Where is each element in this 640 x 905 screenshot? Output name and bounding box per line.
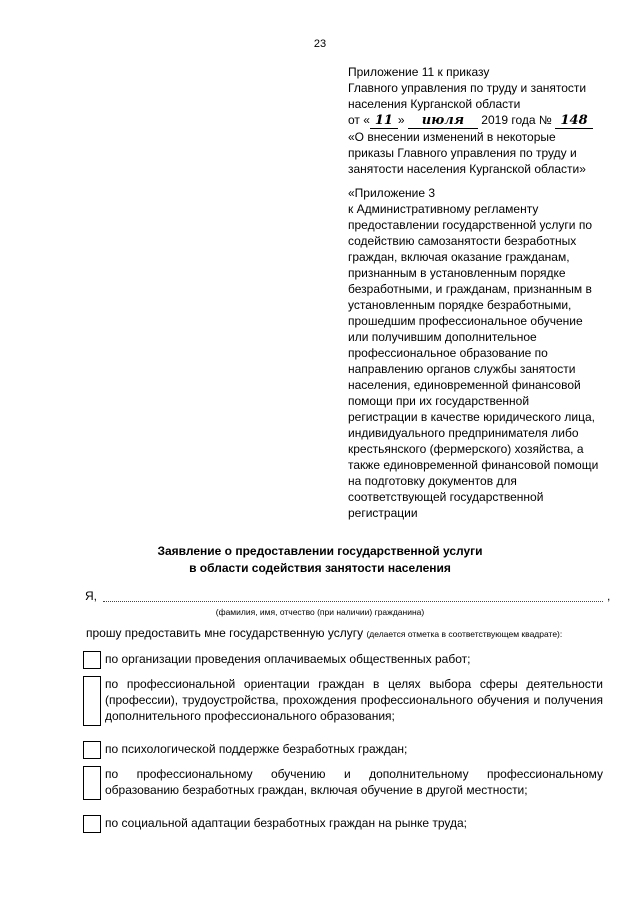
title-line: Заявление о предоставлении государственной услуги — [157, 544, 483, 558]
date-mid: » — [397, 113, 405, 127]
appendix-line: на подготовку документов для — [348, 474, 517, 488]
header-line: Главного управления по труду и занятости — [348, 81, 587, 95]
header-line: приказы Главного управления по труду и — [348, 146, 577, 160]
header-line: занятости населения Курганской области» — [348, 162, 586, 176]
applicant-name-note: (фамилия, имя, отчество (при наличии) гражданина) — [215, 607, 425, 617]
header-line: Приложение 11 к приказу — [348, 65, 490, 79]
option-career-guidance — [83, 676, 603, 726]
date-year: 2019 года № — [481, 113, 552, 127]
appendix-line: соответствующей государственной — [348, 490, 544, 504]
document-title — [0, 543, 640, 577]
header-line: населения Курганской области — [348, 97, 521, 111]
option-public-works — [83, 651, 603, 669]
checkbox[interactable] — [83, 815, 101, 833]
appendix-line: индивидуального предпринимателя либо — [348, 426, 579, 440]
handwritten-month: июля — [408, 114, 478, 129]
appendix-line: помощи при их государственной — [348, 394, 530, 408]
order-header — [348, 64, 618, 177]
appendix-line: или получившим дополнительное — [348, 330, 537, 344]
appendix-line: населения, единовременной финансовой — [348, 378, 581, 392]
appendix-line: регистрации в качестве юридического лица, — [348, 410, 595, 424]
option-label: по социальной адаптации безработных граждан на рынке труда; — [105, 816, 468, 830]
checkbox[interactable] — [83, 766, 101, 800]
option-label: по профессиональному обучению и дополнительному профессиональному образованию безработных граждан, включая обучение в другой местности; — [105, 767, 603, 797]
applicant-prefix: Я, — [85, 589, 97, 603]
title-line: в области содействия занятости населения — [189, 561, 451, 575]
option-label: по организации проведения оплачиваемых общественных работ; — [105, 652, 471, 666]
option-label: по профессиональной ориентации граждан в целях выбора сферы деятельности (профессии), трудоустройства, прохождения профессионального обучения и получения дополнительного профессионального образования; — [105, 677, 603, 723]
appendix-line: регистрации — [348, 506, 418, 520]
option-social-adaptation — [83, 815, 603, 833]
appendix-line: прошедшим профессиональное обучение — [348, 314, 583, 328]
appendix-line: признанным в установленным порядке — [348, 266, 566, 280]
page-number: 23 — [313, 38, 327, 50]
appendix-line: направлению органов службы занятости — [348, 362, 576, 376]
appendix-line: безработными, и гражданам, признанным в — [348, 282, 592, 296]
request-note: (делается отметка в соответствующем квадрате): — [366, 629, 563, 639]
option-psychological-support — [83, 741, 603, 759]
date-prefix: от « — [348, 113, 370, 127]
appendix-3-block — [348, 185, 620, 521]
appendix-line: также единовременной финансовой помощи — [348, 458, 599, 472]
appendix-line: крестьянского (фермерского) хозяйства, а — [348, 442, 584, 456]
appendix-line: предоставлении государственной услуги по — [348, 218, 593, 232]
appendix-line: к Административному регламенту — [348, 202, 539, 216]
request-line — [86, 626, 562, 640]
option-label: по психологической поддержке безработных граждан; — [105, 742, 408, 756]
checkbox[interactable] — [83, 651, 101, 669]
checkbox[interactable] — [83, 676, 101, 726]
request-text: прошу предоставить мне государственную услугу — [86, 626, 364, 640]
handwritten-day: 11 — [370, 114, 398, 129]
order-date-line — [348, 112, 618, 129]
checkbox[interactable] — [83, 741, 101, 759]
handwritten-number: 148 — [555, 114, 593, 129]
applicant-name-row — [85, 589, 625, 603]
header-line: «О внесении изменений в некоторые — [348, 130, 556, 144]
appendix-line: «Приложение 3 — [348, 186, 436, 200]
appendix-line: содействию самозанятости безработных — [348, 234, 577, 248]
option-vocational-training — [83, 766, 603, 800]
appendix-line: установленным порядке безработными, — [348, 298, 572, 312]
appendix-line: профессиональное образование по — [348, 346, 548, 360]
appendix-line: граждан, включая оказание гражданам, — [348, 250, 570, 264]
applicant-suffix: , — [607, 589, 611, 603]
applicant-name-field[interactable] — [103, 601, 603, 602]
